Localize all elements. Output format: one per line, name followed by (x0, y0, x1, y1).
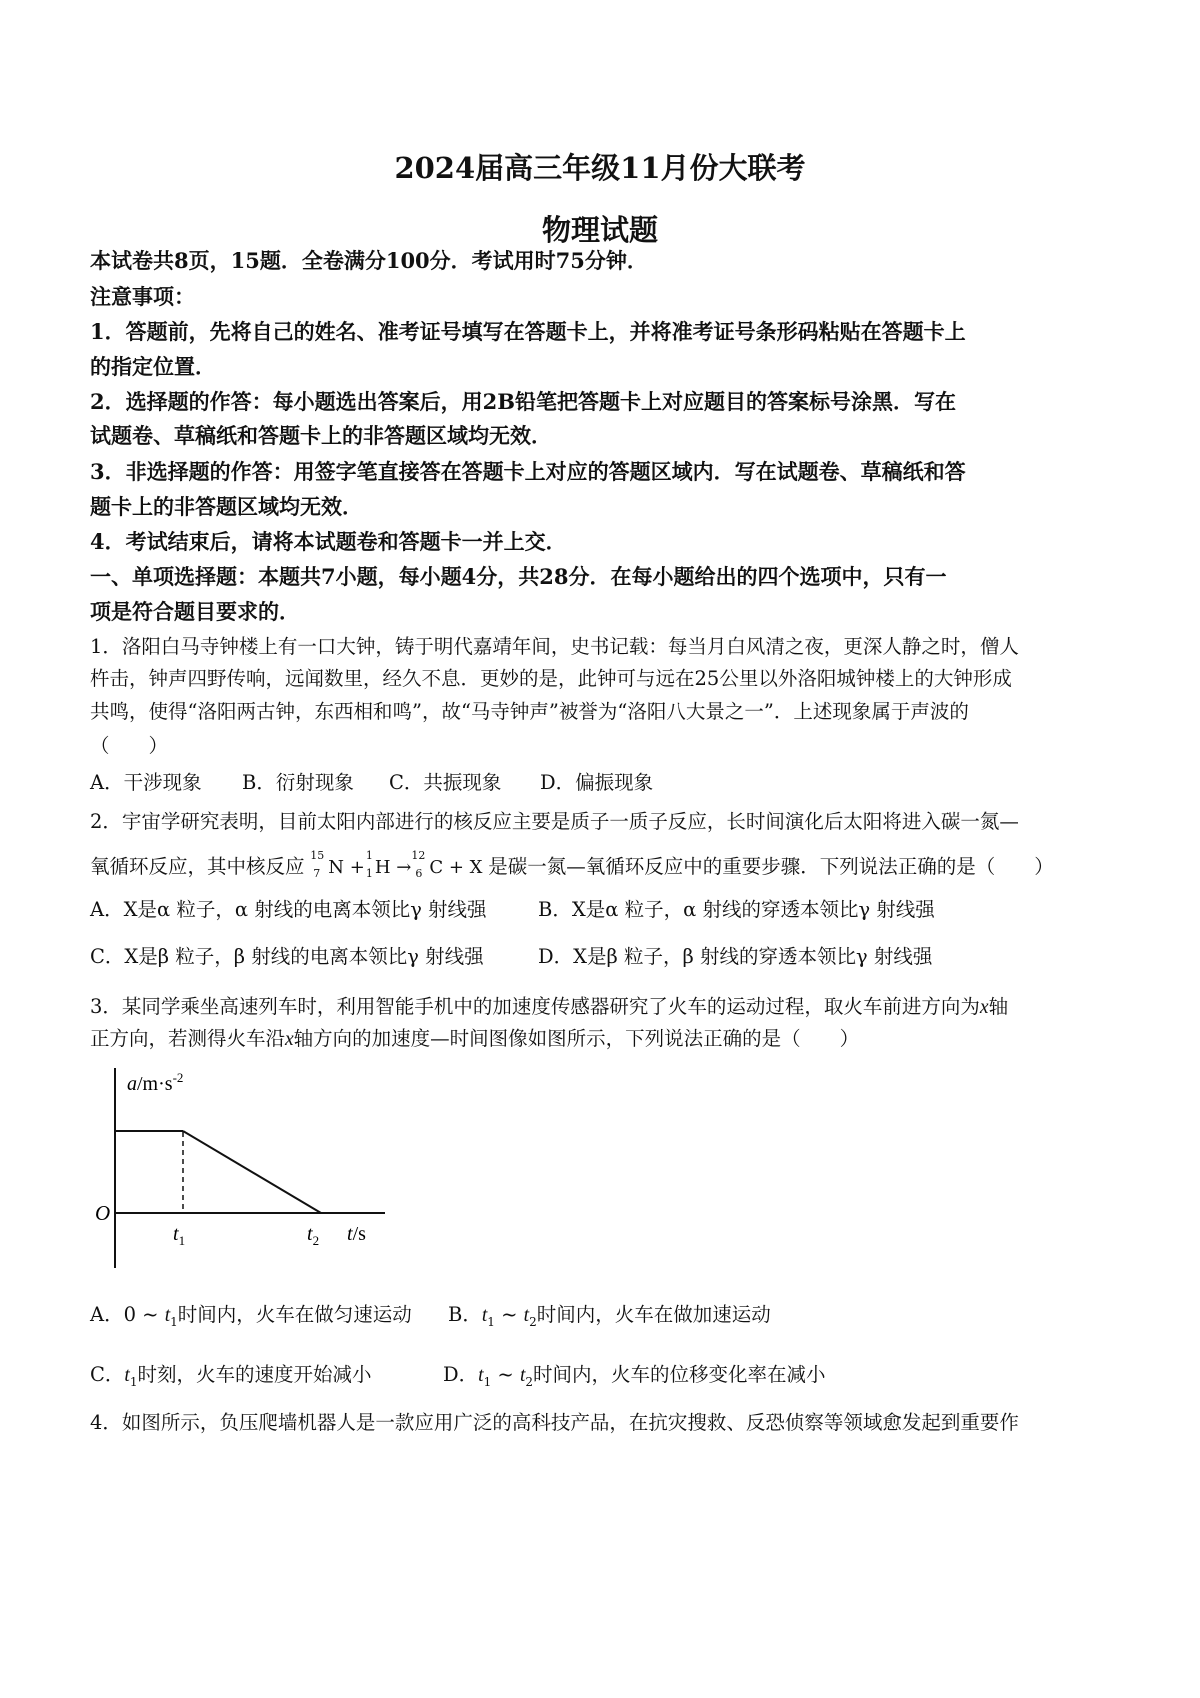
opt-c-post: 时刻，火车的速度开始减小 (137, 1363, 372, 1386)
opt-d-pre: D． (443, 1363, 479, 1386)
h-symbol: H (374, 857, 391, 878)
t1-var: t (173, 1223, 179, 1245)
q3-x-variable: x (285, 1029, 294, 1050)
opt-b-var1: t (481, 1305, 488, 1326)
notice-heading: 注意事项： (90, 284, 195, 309)
c-charge-number: 6 (415, 867, 423, 880)
question-3-text (90, 1023, 859, 1051)
acceleration-time-graph (95, 1060, 415, 1280)
opt-b-sub2: 2 (529, 1314, 537, 1329)
h-charge-number: 1 (365, 867, 373, 880)
note-line: 试题卷、草稿纸和答题卡上的非答题区域均无效． (90, 423, 552, 448)
opt-a-pre: A．0 ~ (90, 1303, 165, 1326)
opt-d-var2: t (519, 1365, 526, 1386)
note-line: 2．选择题的作答：每小题选出答案后，用2B铅笔把答题卡上对应题目的答案标号涂黑．写在 (90, 389, 956, 414)
h-mass-number: 1 (365, 849, 373, 862)
t2-tick-label (307, 1223, 319, 1248)
opt-d-post: 时间内，火车的位移变化率在减小 (533, 1363, 826, 1386)
y-label-exponent: -2 (172, 1070, 184, 1085)
q2-option-d: D．X是β 粒子，β 射线的穿透本领比γ 射线强 (538, 945, 933, 968)
opt-b-mid: ~ (494, 1303, 524, 1326)
opt-d-mid: ~ (491, 1363, 520, 1386)
question-4-text: 4．如图所示，负压爬墙机器人是一款应用广泛的高科技产品，在抗灾搜救、反恐侦察等领域愈发起到重要作 (90, 1411, 1019, 1434)
q3-option-d (443, 1359, 826, 1389)
note-line: 4．考试结束后，请将本试题卷和答题卡一并上交． (90, 529, 567, 554)
t1-subscript: 1 (178, 1233, 186, 1248)
plus-sign: + (349, 857, 365, 878)
opt-c-var: t (124, 1365, 130, 1386)
q2-option-c: C．X是β 粒子，β 射线的电离本领比γ 射线强 (90, 945, 484, 968)
q3-line2-pre: 正方向，若测得火车沿 (90, 1027, 286, 1050)
c-symbol: C (429, 857, 444, 878)
origin-label: O (95, 1201, 111, 1225)
q3-line2-post: 轴方向的加速度—时间图像如图所示，下列说法正确的是（ ） (293, 1027, 860, 1050)
n-charge-number: 7 (313, 867, 321, 880)
q3-line1-pre: 3．某同学乘坐高速列车时，利用智能手机中的加速度传感器研究了火车的运动过程，取火车前进方向为 (90, 995, 980, 1018)
c-mass-number: 12 (411, 849, 426, 862)
x-label-unit: /s (352, 1223, 366, 1245)
q3-option-c (90, 1359, 372, 1389)
question-1-text: 1．洛阳白马寺钟楼上有一口大钟，铸于明代嘉靖年间，史书记载：每当月白风清之夜，更深人静之时，僧人 (90, 635, 1019, 658)
note-line: 题卡上的非答题区域均无效． (90, 494, 363, 519)
opt-b-pre: B． (448, 1303, 482, 1326)
exam-title: 2024届高三年级11月份大联考 (394, 151, 806, 185)
t2-var: t (307, 1223, 313, 1245)
q2-option-a: A．X是α 粒子，α 射线的电离本领比γ 射线强 (90, 898, 487, 921)
n-symbol: N (328, 857, 344, 878)
opt-b-sub1: 1 (487, 1314, 495, 1329)
question-2-text: 2．宇宙学研究表明，目前太阳内部进行的核反应主要是质子一质子反应，长时间演化后太阳将进入碳一氮— (90, 810, 1019, 833)
opt-c-sub: 1 (129, 1374, 138, 1389)
question-3-text (90, 991, 1008, 1019)
opt-d-sub2: 2 (525, 1374, 534, 1389)
question-1-text: 共鸣，使得“洛阳两古钟，东西相和鸣”，故“马寺钟声”被誉为“洛阳八大景之一”．上述现象属于声波的 (90, 700, 969, 723)
q1-option-a: A．干涉现象 (90, 771, 202, 794)
q1-option-d: D．偏振现象 (540, 771, 654, 794)
q2-option-b: B．X是α 粒子，α 射线的穿透本领比γ 射线强 (538, 898, 935, 921)
note-line: 的指定位置． (90, 354, 216, 379)
t1-tick-label (173, 1223, 185, 1248)
nuclear-reaction (305, 849, 489, 880)
opt-a-var: t (164, 1305, 171, 1326)
q3-option-b (448, 1299, 771, 1329)
reaction-tail: + X (448, 857, 483, 878)
note-line: 3．非选择题的作答：用签字笔直接答在答题卡上对应的答题区域内．写在试题卷、草稿纸和答 (90, 459, 966, 484)
y-label-unit: /m·s (137, 1073, 173, 1095)
subject-title: 物理试题 (541, 213, 658, 247)
question-1-blank: （ ） (90, 734, 169, 757)
exam-summary: 本试卷共8页，15题．全卷满分100分．考试用时75分钟． (90, 248, 648, 273)
opt-b-var2: t (523, 1305, 530, 1326)
decreasing-acceleration-segment (183, 1131, 321, 1213)
opt-b-post: 时间内，火车在做加速运动 (536, 1303, 771, 1326)
opt-c-pre: C． (90, 1363, 125, 1386)
q3-option-a (90, 1299, 412, 1329)
section-heading: 项是符合题目要求的． (90, 599, 300, 624)
question-1-text: 杵击，钟声四野传响，远闻数里，经久不息．更妙的是，此钟可与远在25公里以外洛阳城钟楼上的大钟形成 (90, 667, 1012, 690)
q1-option-b: B．衍射现象 (242, 771, 354, 794)
y-label-var: a (127, 1073, 137, 1095)
opt-a-sub: 1 (170, 1314, 178, 1329)
question-2-text (90, 851, 1054, 879)
q3-line1-post: 轴 (988, 995, 1009, 1018)
note-line: 1．答题前，先将自己的姓名、准考证号填写在答题卡上，并将准考证号条形码粘贴在答题卡上 (90, 319, 966, 344)
q1-option-c: C．共振现象 (389, 771, 502, 794)
t2-subscript: 2 (312, 1233, 320, 1248)
x-label-var: t (347, 1223, 353, 1245)
n-mass-number: 15 (310, 849, 325, 862)
reaction-arrow: → (396, 857, 412, 878)
opt-d-var1: t (478, 1365, 484, 1386)
q2-text-pre: 氧循环反应，其中核反应 (90, 855, 305, 878)
opt-a-post: 时间内，火车在做匀速运动 (177, 1303, 412, 1326)
q3-x-variable: x (979, 997, 989, 1018)
section-heading: 一、单项选择题：本题共7小题，每小题4分，共28分．在每小题给出的四个选项中，只有一 (90, 564, 947, 589)
x-axis-label (347, 1223, 366, 1245)
y-axis-label (127, 1070, 183, 1095)
opt-d-sub1: 1 (483, 1374, 492, 1389)
q2-text-post: 是碳一氮—氧循环反应中的重要步骤．下列说法正确的是（ ） (488, 855, 1054, 878)
